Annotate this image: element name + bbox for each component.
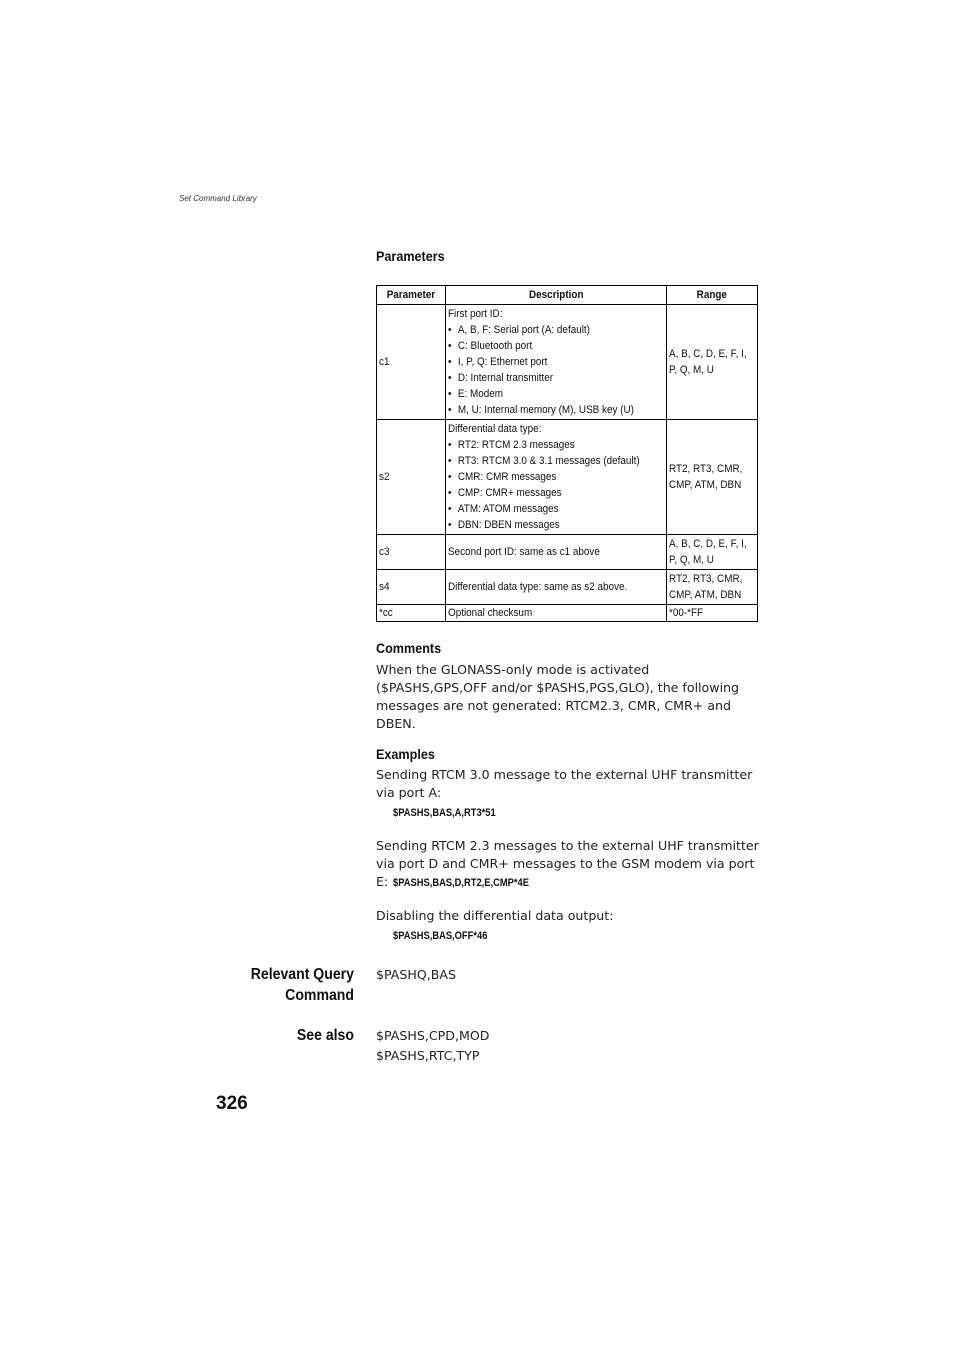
range-cell: RT2, RT3, CMR, CMP, ATM, DBN (667, 570, 758, 605)
range-cell: A, B, C, D, E, F, I, P, Q, M, U (667, 305, 758, 420)
range-cell: RT2, RT3, CMR, CMP, ATM, DBN (667, 420, 758, 535)
description-cell: Differential data type: same as s2 above. (446, 570, 667, 605)
example-code: $PASHS,BAS,A,RT3*51 (393, 807, 496, 819)
param-cell: c1 (377, 305, 446, 420)
table-row (377, 420, 758, 535)
example-description: Sending RTCM 2.3 messages to the external UHF transmitter via port D and CMR+ messages to the GSM modem via port E: (376, 838, 759, 889)
comments-text: When the GLONASS-only mode is activated ($PASHS,GPS,OFF and/or $PASHS,PGS,GLO), the following messages are not generated: RTCM2.3, CMR, CMR+ and DBEN. (376, 662, 740, 731)
description-cell (446, 305, 667, 420)
list-item: • RT2: RTCM 2.3 messages (448, 439, 575, 451)
see-also-list (376, 1027, 761, 1065)
column-header-description: Description (446, 286, 667, 305)
examples-heading: Examples (376, 746, 435, 762)
description-cell: Optional checksum (446, 605, 667, 622)
list-item: • E: Modem (448, 388, 504, 400)
list-item: • CMR: CMR messages (448, 471, 557, 483)
see-also-item: $PASHS,RTC,TYP (376, 1048, 480, 1063)
list-item: • RT3: RTCM 3.0 & 3.1 messages (default) (448, 455, 640, 467)
list-item: • DBN: DBEN messages (448, 519, 560, 531)
page-number: 326 (216, 1093, 248, 1114)
param-cell: *cc (377, 605, 446, 622)
see-also-heading: See also (296, 1027, 354, 1044)
description-title: Differential data type: (448, 423, 542, 435)
parameters-table (376, 285, 758, 622)
param-cell: s4 (377, 570, 446, 605)
list-item: • A, B, F: Serial port (A: default) (448, 324, 590, 336)
relevant-query-value: $PASHQ,BAS (376, 967, 457, 982)
list-item: • D: Internal transmitter (448, 372, 554, 384)
relevant-query-heading: Relevant Query Command (250, 966, 354, 1004)
table-row (377, 570, 758, 605)
list-item: • I, P, Q: Ethernet port (448, 356, 548, 368)
example-description: Disabling the differential data output: (376, 908, 614, 923)
table-header-row (377, 286, 758, 305)
example-description: Sending RTCM 3.0 message to the external UHF transmitter via port A: (376, 767, 753, 800)
see-also-item: $PASHS,CPD,MOD (376, 1028, 490, 1043)
parameters-heading: Parameters (376, 248, 445, 264)
running-header: Set Command Library (179, 194, 257, 203)
list-item: • CMP: CMR+ messages (448, 487, 562, 499)
list-item: • ATM: ATOM messages (448, 503, 559, 515)
description-title: First port ID: (448, 308, 503, 320)
list-item: • M, U: Internal memory (M), USB key (U) (448, 404, 634, 416)
range-cell: A, B, C, D, E, F, I, P, Q, M, U (667, 535, 758, 570)
comments-heading: Comments (376, 640, 442, 656)
example-code: $PASHS,BAS,OFF*46 (393, 930, 488, 942)
list-item: • C: Bluetooth port (448, 340, 533, 352)
example-code: $PASHS,BAS,D,RT2,E,CMP*4E (393, 877, 529, 889)
table-row (377, 605, 758, 622)
range-cell: *00-*FF (667, 605, 758, 622)
param-cell: c3 (377, 535, 446, 570)
table-row (377, 305, 758, 420)
table-row (377, 535, 758, 570)
column-header-range: Range (667, 286, 758, 305)
column-header-parameter: Parameter (377, 286, 446, 305)
param-cell: s2 (377, 420, 446, 535)
description-cell: Second port ID: same as c1 above (446, 535, 667, 570)
description-cell (446, 420, 667, 535)
